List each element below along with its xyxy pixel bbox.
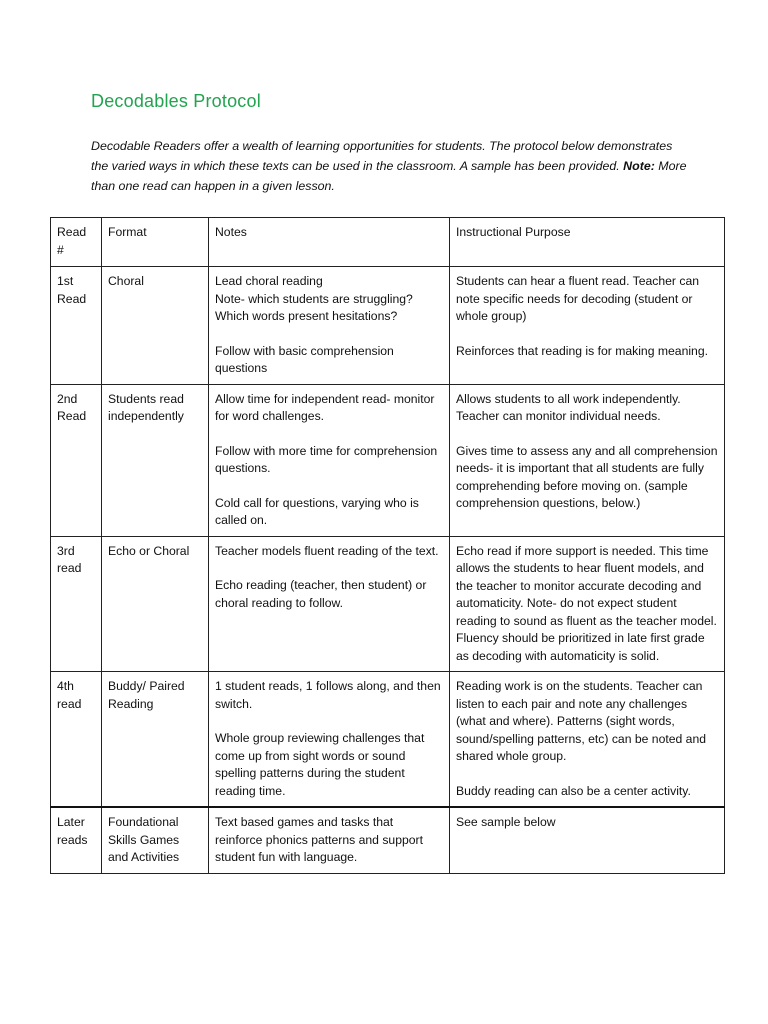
cell-read: 2nd Read	[51, 384, 102, 536]
intro-text: Decodable Readers offer a wealth of learning opportunities for students. The protocol below demonstrates the varied ways in which these texts can be used in the classroom. A sample has been provided.	[91, 139, 673, 173]
intro-note-text: More than one read can happen in a given lesson.	[91, 159, 687, 193]
cell-purpose	[450, 536, 725, 672]
notes-line: Cold call for questions, varying who is called on.	[215, 495, 419, 527]
cell-notes	[209, 807, 450, 873]
cell-read: Later reads	[51, 807, 102, 873]
cell-read: 1st Read	[51, 267, 102, 385]
header-format: Format	[102, 218, 209, 267]
purpose-line: Reading work is on the students. Teacher can listen to each pair and note any challenges (what and where). Patterns (sight words, sound/spelling patterns, etc) can be noted and shared whole group.	[456, 679, 707, 763]
table-row	[51, 267, 725, 385]
purpose-line: Buddy reading can also be a center activity.	[456, 783, 691, 798]
cell-read: 3rd read	[51, 536, 102, 672]
notes-line: Echo reading (teacher, then student) or choral reading to follow.	[215, 578, 427, 610]
notes-line: Lead choral reading	[215, 274, 323, 288]
cell-notes	[209, 267, 450, 385]
header-notes: Notes	[209, 218, 450, 267]
notes-line: Follow with basic comprehension questions	[215, 343, 394, 375]
cell-format: Buddy/ Paired Reading	[102, 672, 209, 808]
cell-read: 4th read	[51, 672, 102, 808]
cell-purpose	[450, 672, 725, 808]
notes-line: Teacher models fluent reading of the text.	[215, 543, 439, 558]
notes-line: 1 student reads, 1 follows along, and then switch.	[215, 679, 441, 711]
notes-line: Whole group reviewing challenges that come up from sight words or sound spelling patterns during the student reading time.	[215, 731, 425, 798]
cell-notes	[209, 672, 450, 808]
notes-line: Note- which students are struggling? Which words present hesitations?	[215, 291, 413, 323]
cell-purpose	[450, 384, 725, 536]
cell-format: Students read independently	[102, 384, 209, 536]
table-row	[51, 384, 725, 536]
table-row	[51, 807, 725, 873]
protocol-table	[50, 217, 725, 874]
cell-format: Choral	[102, 267, 209, 385]
table-row	[51, 672, 725, 808]
purpose-line: See sample below	[456, 815, 556, 829]
purpose-line: Students can hear a fluent read. Teacher can note specific needs for decoding (student or whole group)	[456, 274, 700, 323]
purpose-line: Echo read if more support is needed. This time allows the students to hear fluent models, and the teacher to monitor accurate decoding and automaticity. Note- do not expect student reading to sound as fluent as the teacher model. Fluency should be prioritized in late first grade as decoding with automaticity is solid.	[456, 543, 717, 663]
notes-line: Allow time for independent read- monitor for word challenges.	[215, 391, 435, 423]
table-row	[51, 536, 725, 672]
page-title: Decodables Protocol	[91, 91, 261, 111]
purpose-line: Reinforces that reading is for making meaning.	[456, 343, 709, 358]
header-read: Read #	[51, 218, 102, 267]
cell-format: Foundational Skills Games and Activities	[102, 807, 209, 873]
intro-note-label: Note:	[623, 159, 655, 173]
cell-purpose	[450, 267, 725, 385]
intro-paragraph	[91, 136, 691, 196]
purpose-line: Allows students to all work independently. Teacher can monitor individual needs.	[456, 391, 681, 423]
purpose-line: Gives time to assess any and all comprehension needs- it is important that all students are fully comprehending before moving on. (sample comprehension questions, below.)	[456, 443, 718, 510]
cell-notes	[209, 536, 450, 672]
header-purpose: Instructional Purpose	[450, 218, 725, 267]
cell-format: Echo or Choral	[102, 536, 209, 672]
table-header-row	[51, 218, 725, 267]
notes-line: Follow with more time for comprehension questions.	[215, 443, 438, 475]
cell-purpose	[450, 807, 725, 873]
cell-notes	[209, 384, 450, 536]
notes-line: Text based games and tasks that reinforce phonics patterns and support student fun with language.	[215, 815, 423, 864]
